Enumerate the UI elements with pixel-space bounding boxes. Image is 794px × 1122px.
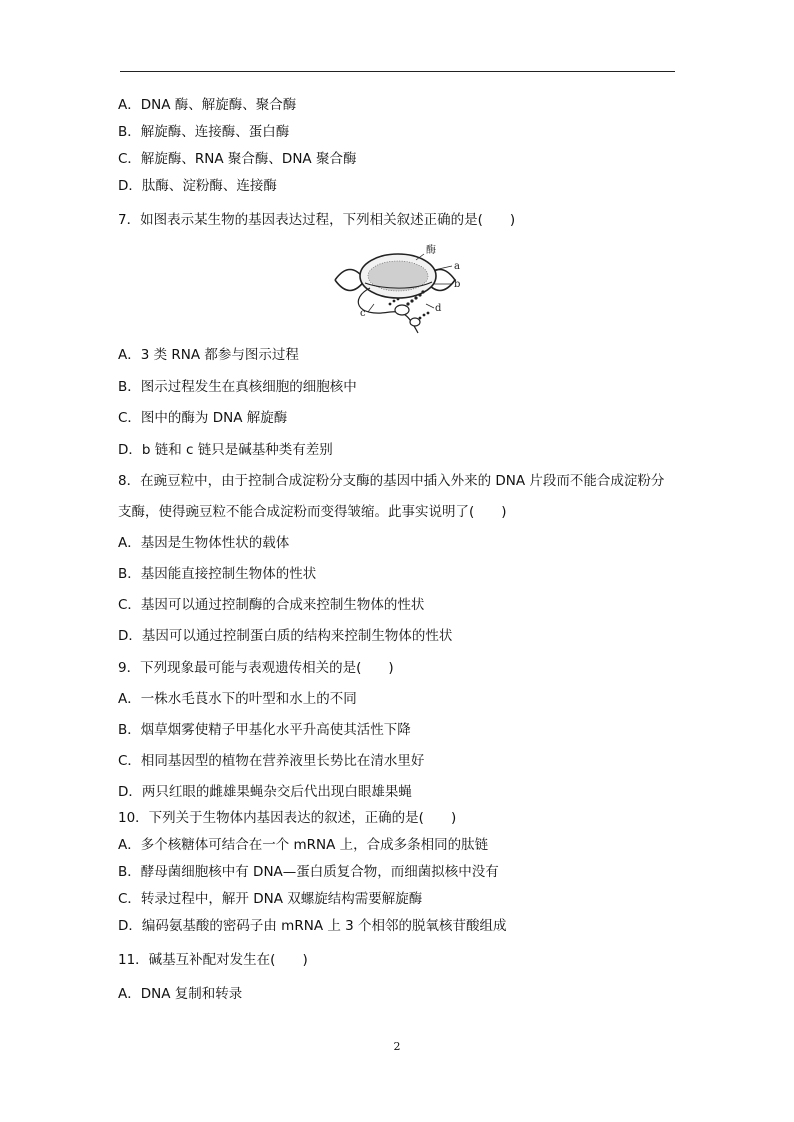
q8-option-d: D．基因可以通过控制蛋白质的结构来控制生物体的性状 — [118, 628, 453, 644]
ribosome-2 — [410, 318, 420, 326]
q6-option-a: A．DNA 酶、解旋酶、聚合酶 — [118, 97, 297, 113]
q10-option-a: A．多个核糖体可结合在一个 mRNA 上，合成多条相同的肽链 — [118, 837, 489, 853]
q9-option-a: A．一株水毛茛水下的叶型和水上的不同 — [118, 691, 357, 707]
q11-option-a: A．DNA 复制和转录 — [118, 986, 243, 1002]
q7-option-d: D．b 链和 c 链只是碱基种类有差别 — [118, 442, 333, 458]
q11-stem: 11．碱基互补配对发生在( ) — [118, 952, 308, 968]
q9-option-c: C．相同基因型的植物在营养液里长势比在清水里好 — [118, 753, 425, 769]
q7-stem: 7．如图表示某生物的基因表达过程，下列相关叙述正确的是( ) — [118, 212, 516, 228]
q10-option-b: B．酵母菌细胞核中有 DNA—蛋白质复合物，而细菌拟核中没有 — [118, 864, 499, 880]
q8-stem-line1: 8．在豌豆粒中，由于控制合成淀粉分支酶的基因中插入外来的 DNA 片段而不能合成淀粉分 — [118, 473, 665, 489]
q10-stem: 10．下列关于生物体内基因表达的叙述，正确的是( ) — [118, 810, 457, 826]
label-b: b — [454, 279, 461, 290]
q8-option-c: C．基因可以通过控制酶的合成来控制生物体的性状 — [118, 597, 425, 613]
label-a: a — [454, 261, 460, 272]
gene-expression-figure — [330, 238, 470, 343]
page-number: 2 — [393, 1040, 401, 1053]
q7-option-a: A．3 类 RNA 都参与图示过程 — [118, 347, 299, 363]
ribosome-1 — [395, 305, 409, 315]
q9-option-b: B．烟草烟雾使精子甲基化水平升高使其活性下降 — [118, 722, 411, 738]
q7-option-c: C．图中的酶为 DNA 解旋酶 — [118, 410, 288, 426]
q8-option-b: B．基因能直接控制生物体的性状 — [118, 566, 317, 582]
q10-option-d: D．编码氨基酸的密码子由 mRNA 上 3 个相邻的脱氧核苷酸组成 — [118, 918, 507, 934]
header-rule — [120, 71, 675, 72]
q6-option-d: D．肽酶、淀粉酶、连接酶 — [118, 178, 277, 194]
q9-stem: 9．下列现象最可能与表观遗传相关的是( ) — [118, 660, 394, 676]
label-enzyme: 酶 — [426, 245, 436, 256]
q7-option-b: B．图示过程发生在真核细胞的细胞核中 — [118, 379, 357, 395]
q8-stem-line2: 支酶，使得豌豆粒不能合成淀粉而变得皱缩。此事实说明了( ) — [118, 504, 507, 520]
label-d: d — [435, 303, 442, 314]
q10-option-c: C．转录过程中，解开 DNA 双螺旋结构需要解旋酶 — [118, 891, 423, 907]
q6-option-b: B．解旋酶、连接酶、蛋白酶 — [118, 124, 290, 140]
q9-option-d: D．两只红眼的雌雄果蝇杂交后代出现白眼雄果蝇 — [118, 784, 412, 800]
q6-option-c: C．解旋酶、RNA 聚合酶、DNA 聚合酶 — [118, 151, 357, 167]
q8-option-a: A．基因是生物体性状的载体 — [118, 535, 290, 551]
label-c: c — [360, 308, 366, 319]
